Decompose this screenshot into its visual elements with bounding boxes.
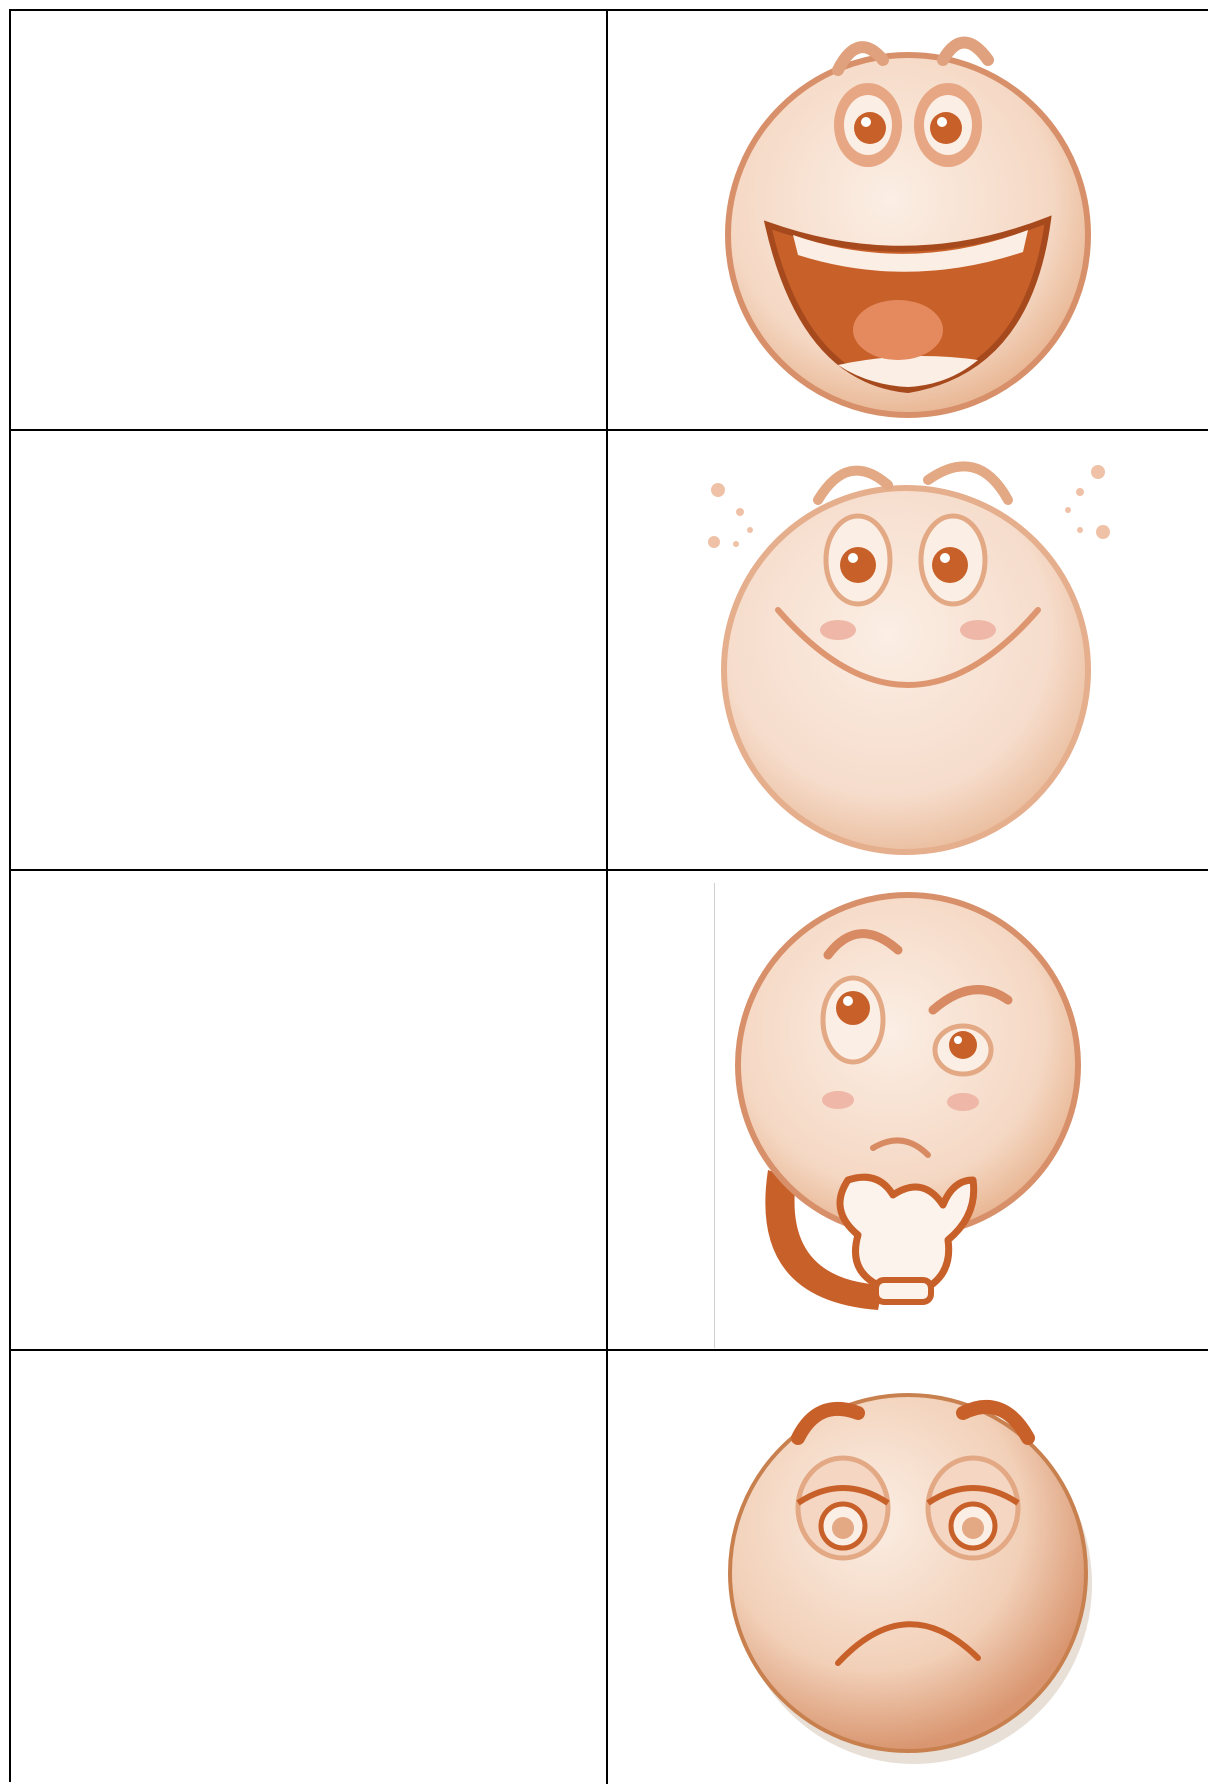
table-row — [11, 1351, 1208, 1784]
text-cell[interactable] — [11, 11, 608, 429]
image-cell — [608, 1351, 1208, 1784]
text-cell[interactable] — [11, 871, 608, 1349]
table-row — [11, 871, 1208, 1351]
table-row — [11, 431, 1208, 871]
image-cell — [608, 871, 1208, 1349]
sad-face-icon — [708, 1358, 1108, 1778]
laughing-face-icon — [708, 20, 1108, 420]
emotion-table — [9, 9, 1208, 1782]
image-cell — [608, 11, 1208, 429]
table-row — [11, 11, 1208, 431]
thinking-face-icon — [708, 880, 1108, 1340]
text-cell[interactable] — [11, 1351, 608, 1784]
text-cell[interactable] — [11, 431, 608, 869]
smiling-face-icon — [688, 430, 1128, 870]
image-cell — [608, 431, 1208, 869]
